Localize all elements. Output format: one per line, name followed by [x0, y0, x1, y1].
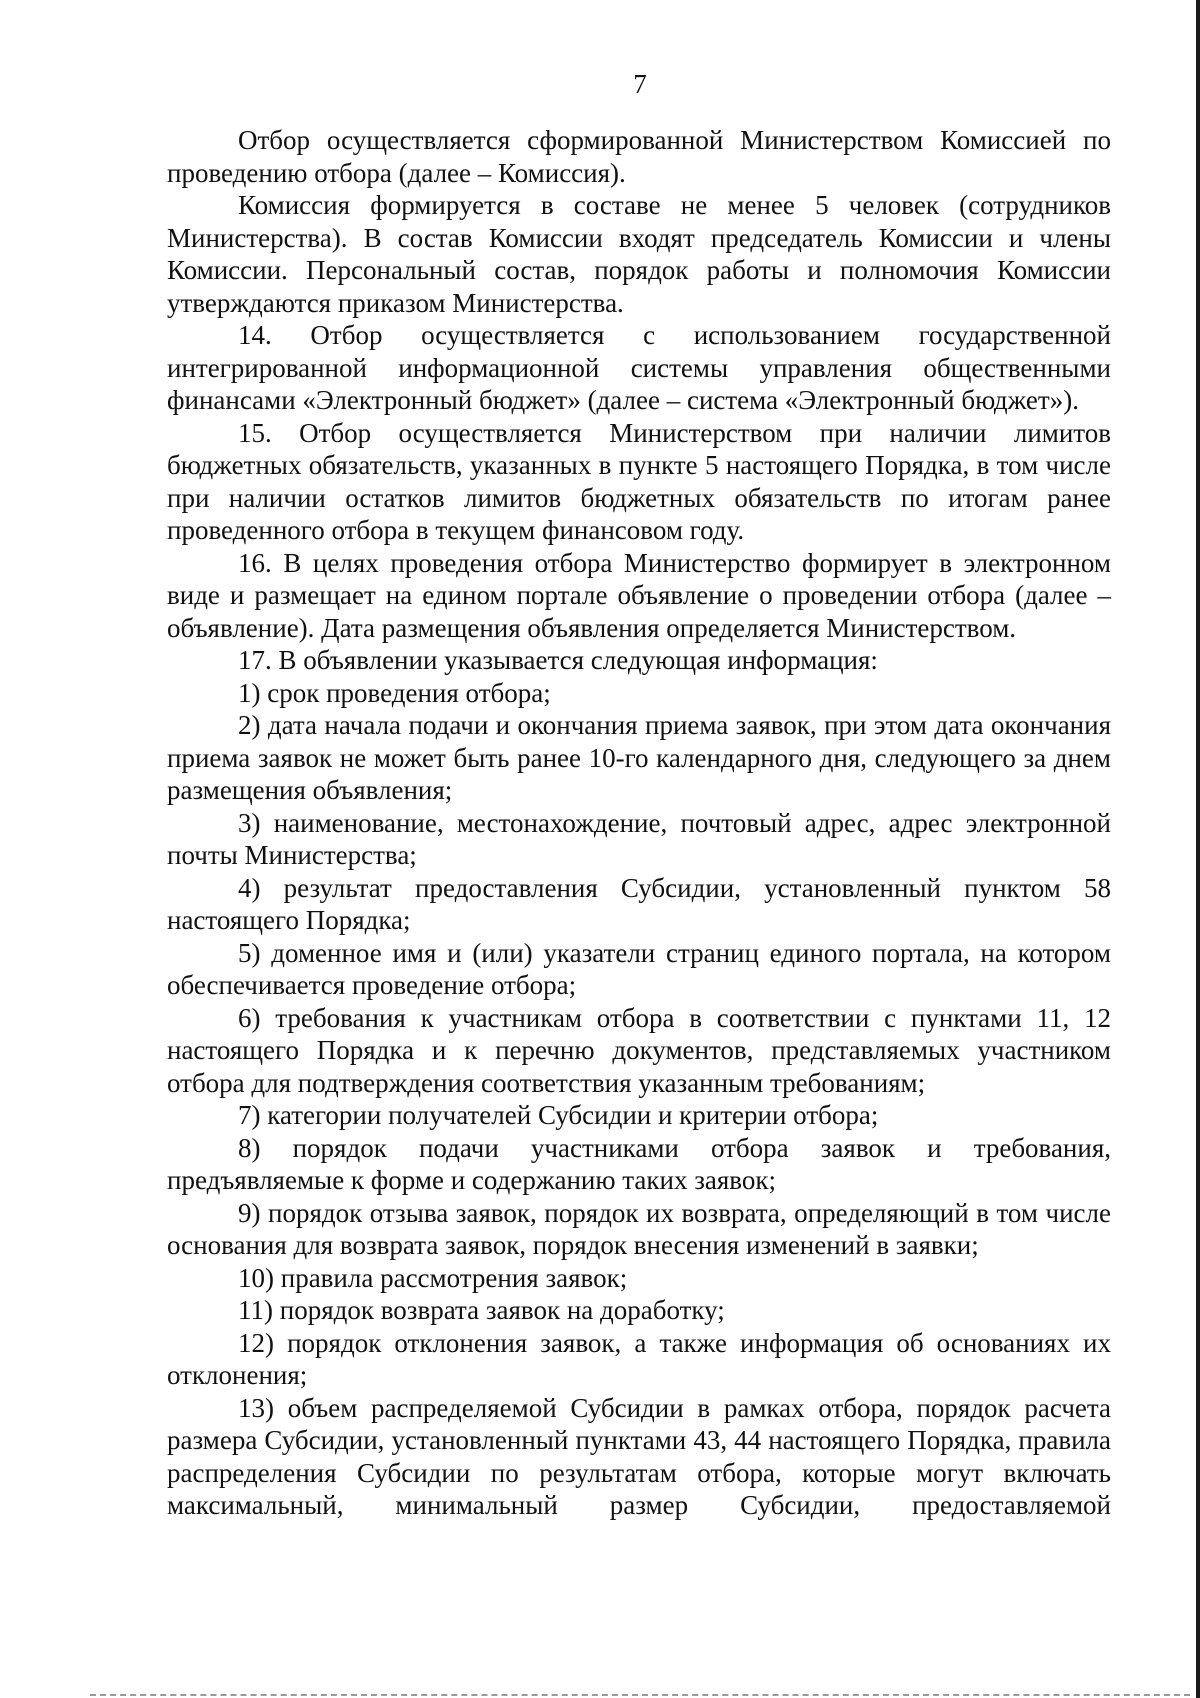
paragraph: 11) порядок возврата заявок на доработку; [238, 1295, 725, 1325]
paragraph: 12) порядок отклонения заявок, а также информация об основаниях их отклонения; [167, 1327, 1111, 1390]
paragraph: 13) объем распределяемой Субсидии в рамках отбора, порядок расчета размера Субсидии, установленный пунктами 43, 44 настоящего Порядка, правила распределения Субсидии по результатам отбора, которые могут включать максимальный, минимальный размер Субсидии, предоставляемой [167, 1392, 1111, 1520]
paragraph: 4) результат предоставления Субсидии, установленный пунктом 58 настоящего Порядка; [167, 872, 1111, 935]
paragraph: 6) требования к участникам отбора в соответствии с пунктами 11, 12 настоящего Порядка и к перечню документов, представляемых участником отбора для подтверждения соответствия указанным требованиям; [167, 1002, 1111, 1098]
paragraph: 14. Отбор осуществляется с использованием государственной интегрированной информационной системы управления общественными финансами «Электронный бюджет» (далее – система «Электронный бюджет»). [167, 320, 1111, 415]
paragraph: 3) наименование, местонахождение, почтовый адрес, адрес электронной почты Министерства; [167, 807, 1111, 870]
paragraph: 7) категории получателей Субсидии и критерии отбора; [238, 1100, 879, 1130]
page-number: 7 [633, 69, 647, 99]
paragraph: Комиссия формируется в составе не менее 5 человек (сотрудников Министерства). В состав Комиссии входят председатель Комиссии и члены Комиссии. Персональный состав, порядок работы и полномочия Комиссии утверждаются приказом Министерства. [167, 190, 1111, 318]
paragraph: 10) правила рассмотрения заявок; [238, 1262, 628, 1293]
document-body [167, 124, 1111, 1522]
paragraph: 15. Отбор осуществляется Министерством при наличии лимитов бюджетных обязательств, указанных в пункте 5 настоящего Порядка, в том числе при наличии остатков лимитов бюджетных обязательств по итогам ранее проведенного отбора в текущем финансовом году. [167, 417, 1111, 545]
scan-edge-right [1196, 0, 1200, 1698]
paragraph: 17. В объявлении указывается следующая информация: [238, 645, 878, 675]
paragraph: 9) порядок отзыва заявок, порядок их возврата, определяющий в том числе основания для возврата заявок, порядок внесения изменений в заявки; [167, 1197, 1111, 1260]
paragraph: 5) доменное имя и (или) указатели страниц единого портала, на котором обеспечивается проведение отбора; [167, 937, 1111, 1000]
paragraph: 2) дата начала подачи и окончания приема заявок, при этом дата окончания приема заявок не может быть ранее 10-го календарного дня, следующего за днем размещения объявления; [167, 710, 1111, 805]
paragraph: 16. В целях проведения отбора Министерство формирует в электронном виде и размещает на едином портале объявление о проведении отбора (далее – объявление). Дата размещения объявления определяется Министерством. [167, 547, 1111, 643]
paragraph: 1) срок проведения отбора; [238, 677, 551, 708]
paragraph: Отбор осуществляется сформированной Министерством Комиссией по проведению отбора (далее – Комиссия). [167, 125, 1111, 188]
scan-edge-bottom [90, 1694, 1190, 1696]
paragraph: 8) порядок подачи участниками отбора заявок и требования, предъявляемые к форме и содержанию таких заявок; [167, 1132, 1111, 1195]
